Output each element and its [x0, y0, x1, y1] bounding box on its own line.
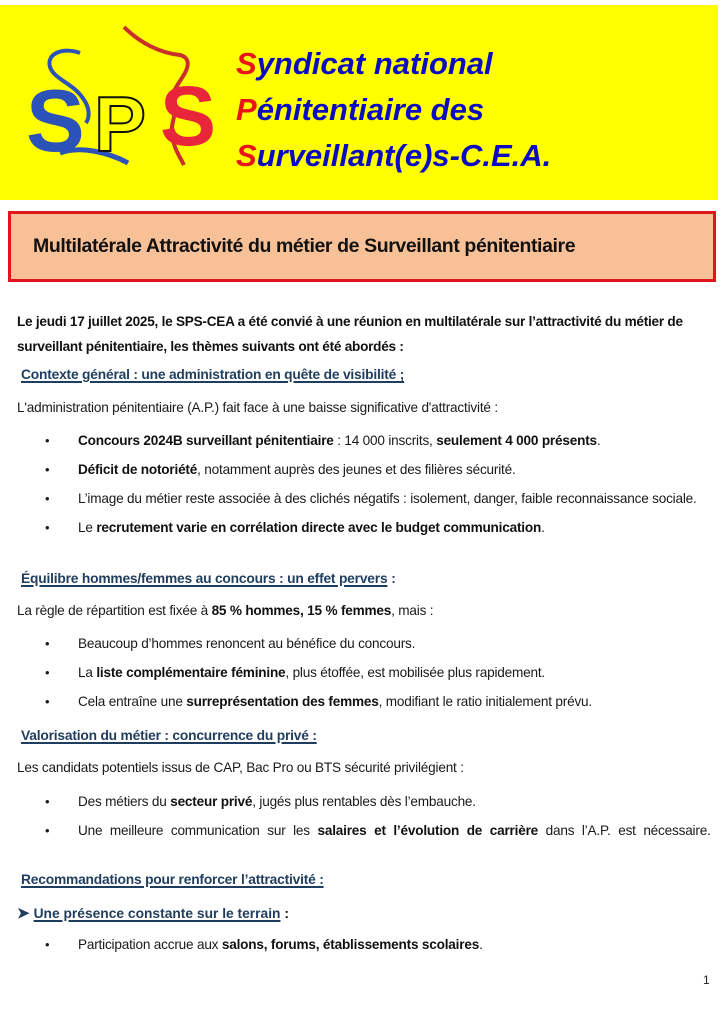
bullet-item: [61, 793, 724, 810]
arrow-right-icon: ➤: [17, 905, 30, 922]
bullet-item: [61, 936, 724, 953]
text-segment: , modifiant le ratio initialement prévu.: [378, 694, 592, 709]
section-1-bullets: [61, 432, 724, 536]
header-banner: [0, 5, 718, 200]
logo-letter-p: P: [94, 80, 147, 168]
subheading-row: ➤ Une présence constante sur le terrain :: [17, 905, 289, 922]
org-name-line-2: Pénitentiaire des: [236, 92, 485, 127]
text-segment: Des métiers du: [78, 794, 171, 809]
text-segment: , mais :: [391, 603, 434, 618]
text-segment: , notamment auprès des jeunes et des filières sécurité.: [197, 462, 516, 477]
section-1-paragraph: L'administration pénitentiaire (A.P.) fait face à une baisse significative d'attractivité :: [17, 400, 498, 415]
org-name: [236, 41, 551, 179]
text-segment: Le: [78, 520, 97, 535]
bullet-item: [61, 519, 724, 536]
text-segment: .: [596, 433, 601, 448]
document-title: Multilatérale Attractivité du métier de Surveillant pénitentiaire: [33, 235, 576, 257]
page-number: 1: [703, 973, 710, 987]
section-heading: Valorisation du métier : concurrence du privé :: [21, 728, 317, 743]
section-2-heading-row: Équilibre hommes/femmes au concours : un effet pervers :: [21, 571, 396, 586]
bold-text: recrutement varie en corrélation directe avec le budget communication: [96, 520, 542, 535]
text-segment: L’image du métier reste associée à des clichés négatifs : isolement, danger, faible reconnaissance sociale.: [78, 491, 697, 506]
section-4-heading-row: [17, 871, 707, 889]
sps-logo: [20, 23, 230, 183]
text-segment: : 14 000 inscrits,: [333, 433, 437, 448]
bold-text: salons, forums, établissements scolaires: [221, 937, 480, 952]
bullet-item: [61, 822, 724, 839]
section-heading: Recommandations pour renforcer l’attractivité :: [21, 872, 324, 887]
org-name-line-3: Surveillant(e)s-C.E.A.: [236, 138, 552, 173]
bullet-item: [61, 490, 724, 507]
text-segment: , jugés plus rentables dès l’embauche.: [252, 794, 476, 809]
document-title-box: [8, 211, 716, 282]
bullet-item: [61, 461, 724, 478]
section-heading: Équilibre hommes/femmes au concours : un effet pervers: [21, 571, 388, 586]
section-3-paragraph: Les candidats potentiels issus de CAP, Bac Pro ou BTS sécurité privilégient :: [17, 760, 464, 775]
bullet-item: [61, 432, 724, 449]
text-segment: Cela entraîne une: [78, 694, 187, 709]
logo-letter-s-blue: S: [26, 71, 85, 170]
section-2-bullets: [61, 635, 724, 710]
text-segment: Beaucoup d’hommes renoncent au bénéfice du concours.: [78, 636, 416, 651]
text-segment: .: [541, 520, 545, 535]
bold-text: Déficit de notoriété: [78, 462, 198, 477]
intro-paragraph: Le jeudi 17 juillet 2025, le SPS-CEA a été convié à une réunion en multilatérale sur l’attractivité du métier de surveillant pénitentiaire, les thèmes suivants ont été abordés :: [17, 314, 683, 354]
logo-letter-s-red: S: [160, 69, 217, 163]
section-3-heading-row: [17, 727, 707, 745]
bold-text: secteur privé: [170, 794, 253, 809]
text-segment: La: [78, 665, 97, 680]
bullet-item: [61, 693, 724, 710]
text-segment: .: [479, 937, 483, 952]
bold-text: seulement 4 000 présents: [436, 433, 597, 448]
org-name-line-1: Syndicat national: [236, 46, 493, 81]
section-2-paragraph: [17, 603, 707, 618]
section-3-bullets: [61, 793, 724, 839]
section-4-bullets: [61, 936, 724, 953]
text-segment: , plus étoffée, est mobilisée plus rapidement.: [285, 665, 545, 680]
text-segment: La règle de répartition est fixée à: [17, 603, 212, 618]
subheading: Une présence constante sur le terrain: [33, 906, 281, 921]
text-segment: Participation accrue aux: [78, 937, 222, 952]
bold-text: salaires et l’évolution de carrière: [317, 823, 539, 838]
bold-text: surreprésentation des femmes: [186, 694, 379, 709]
bullet-item: [61, 664, 724, 681]
bold-text: liste complémentaire féminine: [96, 665, 286, 680]
bold-text: 85 % hommes, 15 % femmes: [211, 603, 392, 618]
section-1-heading-row: [17, 366, 707, 384]
text-segment: Une meilleure communication sur les: [78, 823, 318, 838]
bullet-item: [61, 635, 724, 652]
section-heading: Contexte général : une administration en quête de visibilité ;: [21, 367, 405, 382]
text-segment: dans l’A.P. est nécessaire.: [538, 823, 711, 838]
bold-text: Concours 2024B surveillant pénitentiaire: [78, 433, 334, 448]
